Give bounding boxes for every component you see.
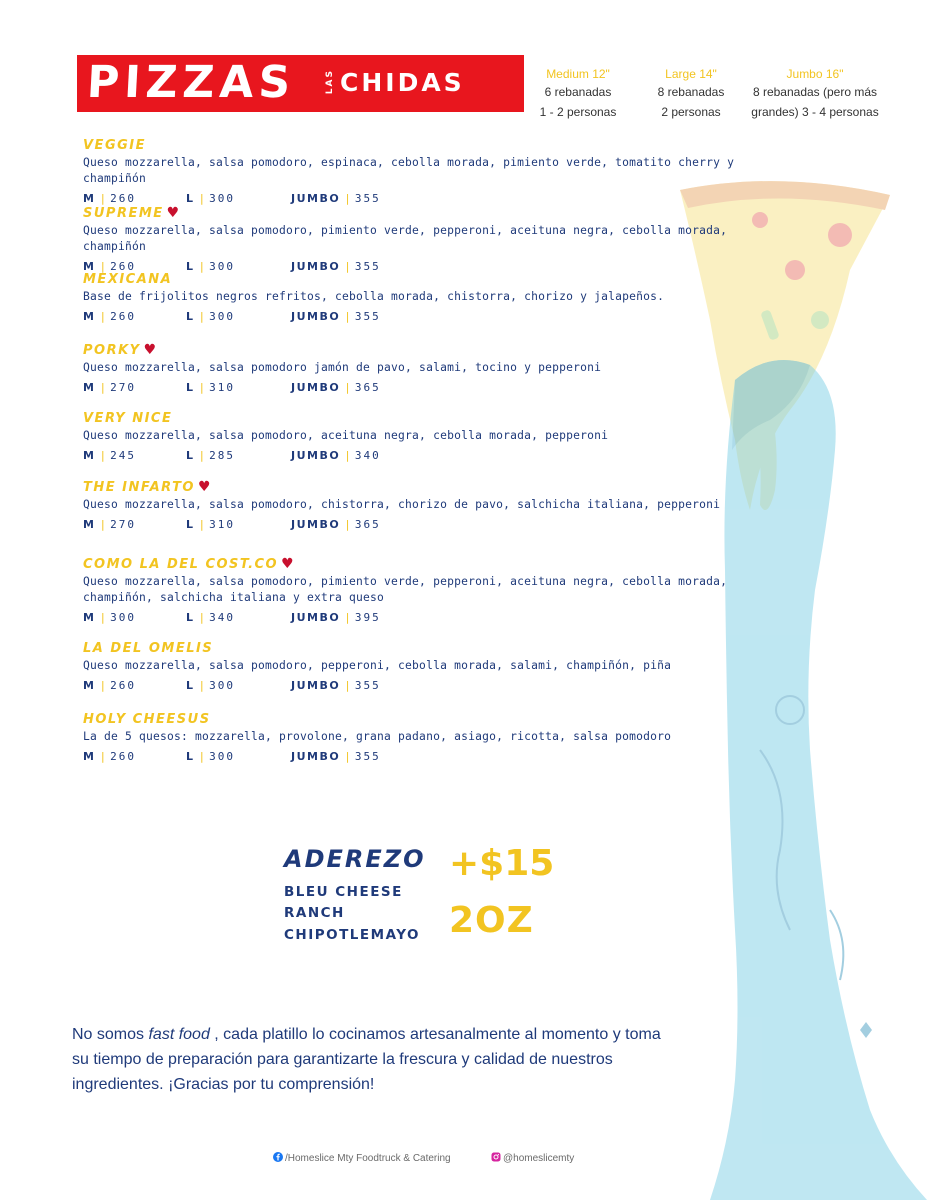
pizza-name <box>83 712 783 728</box>
instagram-link[interactable] <box>491 1151 574 1167</box>
pizza-name <box>83 641 783 657</box>
size-people: 1 - 2 personas <box>539 105 617 119</box>
price-size-label: L <box>186 679 195 692</box>
pizza-prices <box>83 678 783 694</box>
price-medium <box>83 610 136 626</box>
price-separator: | <box>198 310 206 323</box>
price-value: 355 <box>354 192 381 205</box>
price-value: 310 <box>209 381 236 394</box>
price-jumbo <box>291 678 381 694</box>
pizza-name-text: HOLY CHEESUS <box>83 712 211 727</box>
price-separator: | <box>99 192 107 205</box>
price-size-label: M <box>83 679 96 692</box>
heart-icon: ♥ <box>143 342 157 358</box>
price-size-label: L <box>186 449 195 462</box>
price-medium <box>83 309 136 325</box>
price-value: 365 <box>354 518 381 531</box>
pizza-item <box>83 556 783 626</box>
pizza-prices <box>83 448 783 464</box>
aderezo-size: 2OZ <box>449 900 534 941</box>
size-name: Jumbo 16" <box>786 67 844 81</box>
sauce-bleu-cheese: BLEU CHEESE <box>284 884 403 900</box>
price-size-label: M <box>83 381 96 394</box>
size-name: Medium 12" <box>546 67 610 81</box>
price-size-label: L <box>186 518 195 531</box>
pizza-prices <box>83 749 783 765</box>
heart-icon: ♥ <box>197 479 211 495</box>
price-size-label: JUMBO <box>291 192 341 205</box>
pizza-name <box>83 479 783 496</box>
price-jumbo <box>291 448 381 464</box>
size-people: 2 personas <box>661 105 721 119</box>
banner-vertical-label: LAS <box>325 69 335 95</box>
pizza-item <box>83 342 783 396</box>
price-size-label: JUMBO <box>291 611 341 624</box>
price-value: 340 <box>354 449 381 462</box>
price-large <box>186 678 235 694</box>
price-large <box>186 517 235 533</box>
heart-icon: ♥ <box>281 556 294 572</box>
price-separator: | <box>198 679 206 692</box>
price-size-label: M <box>83 750 96 763</box>
size-slices: 8 rebanadas <box>657 85 725 99</box>
price-medium <box>83 678 136 694</box>
pizza-name-text: MEXICANA <box>83 272 173 287</box>
price-size-label: M <box>83 611 96 624</box>
price-large <box>186 448 235 464</box>
size-jumbo <box>742 66 888 122</box>
social-links <box>0 1151 927 1167</box>
price-size-label: L <box>186 750 195 763</box>
pizza-name-text: PORKY <box>83 343 141 358</box>
price-size-label: JUMBO <box>291 381 341 394</box>
pizza-description: Queso mozzarella, salsa pomodoro, espinaca, cebolla morada, pimiento verde, tomatito cherry y champiñón <box>83 156 735 185</box>
price-value: 270 <box>110 381 136 394</box>
sauce-ranch: RANCH <box>284 905 345 921</box>
price-separator: | <box>344 518 351 531</box>
price-value: 300 <box>110 611 136 624</box>
aderezo-block <box>284 840 564 950</box>
price-separator: | <box>344 750 351 763</box>
price-jumbo <box>291 517 381 533</box>
pizza-prices <box>83 380 783 396</box>
price-value: 270 <box>110 518 136 531</box>
price-size-label: M <box>83 260 96 273</box>
heart-icon: ♥ <box>166 205 180 221</box>
note-emphasis: fast food <box>148 1026 210 1043</box>
pizza-description: champiñón, salchicha italiana y extra queso <box>83 591 385 604</box>
pizza-item <box>83 411 783 464</box>
price-jumbo <box>291 309 381 325</box>
pizza-item <box>83 479 783 533</box>
price-separator: | <box>344 260 351 273</box>
pizza-item <box>83 641 783 694</box>
price-medium <box>83 749 136 765</box>
price-value: 355 <box>354 260 381 273</box>
pizza-description: Queso mozzarella, salsa pomodoro, chistorra, chorizo de pavo, salchicha italiana, pepperoni <box>83 498 721 511</box>
price-size-label: M <box>83 518 96 531</box>
price-separator: | <box>99 310 107 323</box>
price-value: 300 <box>209 192 236 205</box>
price-value: 355 <box>354 310 381 323</box>
price-separator: | <box>99 381 107 394</box>
facebook-handle: /Homeslice Mty Foodtruck & Catering <box>285 1153 451 1164</box>
pizza-prices <box>83 517 783 533</box>
pizza-name <box>83 411 783 427</box>
price-separator: | <box>99 750 107 763</box>
price-medium <box>83 448 136 464</box>
price-separator: | <box>99 449 107 462</box>
sauce-chipotlemayo: CHIPOTLEMAYO <box>284 927 420 943</box>
pizza-name-text: SUPREME <box>83 206 164 221</box>
header-banner <box>77 55 524 112</box>
price-medium <box>83 380 136 396</box>
price-jumbo <box>291 749 381 765</box>
price-separator: | <box>99 518 107 531</box>
pizza-item <box>83 205 783 275</box>
price-size-label: JUMBO <box>291 750 341 763</box>
price-separator: | <box>344 192 351 205</box>
price-separator: | <box>99 611 107 624</box>
pizza-name <box>83 205 783 222</box>
footer-note <box>72 1022 662 1097</box>
price-size-label: L <box>186 310 195 323</box>
price-size-label: JUMBO <box>291 518 341 531</box>
price-separator: | <box>344 449 351 462</box>
pizza-name-text: LA DEL OMELIS <box>83 641 214 656</box>
banner-subtitle: CHIDAS <box>340 68 465 97</box>
note-text-end: , cada platillo lo cocinamos artesanalmente al momento y toma su tiempo de preparación para garantizarte la frescura y calidad de nuestros ingredientes. ¡Gracias por tu comprensión! <box>72 1026 661 1093</box>
price-large <box>186 749 235 765</box>
price-value: 300 <box>209 679 236 692</box>
price-size-label: JUMBO <box>291 449 341 462</box>
price-large <box>186 610 235 626</box>
price-separator: | <box>198 611 206 624</box>
pizza-description: Queso mozzarella, salsa pomodoro, pimiento verde, pepperoni, aceituna negra, cebolla morada, champiñón <box>83 224 728 253</box>
price-separator: | <box>99 260 107 273</box>
price-separator: | <box>344 611 351 624</box>
size-large <box>643 66 739 122</box>
price-value: 260 <box>110 679 136 692</box>
price-size-label: L <box>186 192 195 205</box>
price-size-label: M <box>83 310 96 323</box>
pizza-name <box>83 272 783 288</box>
banner-title: PIZZAS <box>85 57 297 108</box>
size-name: Large 14" <box>665 67 717 81</box>
pizza-description: Base de frijolitos negros refritos, cebolla morada, chistorra, chorizo y jalapeños. <box>83 290 665 303</box>
pizza-prices <box>83 610 783 626</box>
price-separator: | <box>99 679 107 692</box>
price-value: 260 <box>110 260 136 273</box>
instagram-handle: @homeslicemty <box>503 1153 575 1164</box>
pizza-name <box>83 138 783 154</box>
price-value: 355 <box>354 679 381 692</box>
pizza-description: Queso mozzarella, salsa pomodoro, aceituna negra, cebolla morada, pepperoni <box>83 429 609 442</box>
price-value: 310 <box>209 518 236 531</box>
price-value: 260 <box>110 192 136 205</box>
price-value: 285 <box>209 449 236 462</box>
pizza-name-text: VEGGIE <box>83 138 146 153</box>
price-separator: | <box>344 310 351 323</box>
price-size-label: M <box>83 192 96 205</box>
price-separator: | <box>198 750 206 763</box>
price-value: 355 <box>354 750 381 763</box>
price-value: 300 <box>209 310 236 323</box>
price-medium <box>83 517 136 533</box>
price-separator: | <box>344 679 351 692</box>
size-slices: 8 rebanadas (pero más <box>752 85 878 99</box>
pizza-description: Queso mozzarella, salsa pomodoro jamón de pavo, salami, tocino y pepperoni <box>83 361 602 374</box>
facebook-link[interactable] <box>273 1151 451 1167</box>
pizza-description: Queso mozzarella, salsa pomodoro, pepperoni, cebolla morada, salami, champiñón, piña <box>83 659 672 672</box>
note-text-start: No somos <box>72 1026 149 1043</box>
price-separator: | <box>198 381 206 394</box>
pizza-name <box>83 556 783 573</box>
instagram-icon <box>491 1152 501 1162</box>
price-size-label: L <box>186 260 195 273</box>
price-size-label: JUMBO <box>291 679 341 692</box>
size-medium <box>530 66 626 122</box>
pizza-description: Queso mozzarella, salsa pomodoro, pimiento verde, pepperoni, aceituna negra, cebolla morada, <box>83 575 728 588</box>
price-value: 300 <box>209 260 236 273</box>
price-jumbo <box>291 610 381 626</box>
price-value: 395 <box>354 611 381 624</box>
pizza-item <box>83 272 783 325</box>
price-separator: | <box>198 518 206 531</box>
price-value: 260 <box>110 750 136 763</box>
price-large <box>186 309 235 325</box>
pizza-name <box>83 342 783 359</box>
price-separator: | <box>198 192 206 205</box>
size-slices: 6 rebanadas <box>544 85 612 99</box>
price-separator: | <box>344 381 351 394</box>
price-value: 260 <box>110 310 136 323</box>
pizza-name-text: COMO LA DEL COST.CO <box>83 557 279 572</box>
aderezo-title: ADEREZO <box>284 845 426 873</box>
aderezo-price: +$15 <box>449 843 555 884</box>
price-value: 340 <box>209 611 236 624</box>
price-value: 365 <box>354 381 381 394</box>
pizza-name-text: VERY NICE <box>83 411 173 426</box>
price-size-label: L <box>186 381 195 394</box>
pizza-prices <box>83 309 783 325</box>
price-value: 245 <box>110 449 136 462</box>
pizza-item <box>83 138 783 207</box>
price-separator: | <box>198 260 206 273</box>
facebook-icon <box>273 1152 283 1162</box>
price-separator: | <box>198 449 206 462</box>
pizza-item <box>83 712 783 765</box>
pizza-description: La de 5 quesos: mozzarella, provolone, grana padano, asiago, ricotta, salsa pomodoro <box>83 730 672 743</box>
pizza-name-text: THE INFARTO <box>83 480 195 495</box>
price-size-label: JUMBO <box>291 260 341 273</box>
price-size-label: JUMBO <box>291 310 341 323</box>
size-people: grandes) 3 - 4 personas <box>751 105 879 119</box>
price-value: 300 <box>209 750 236 763</box>
price-size-label: L <box>186 611 195 624</box>
price-size-label: M <box>83 449 96 462</box>
price-jumbo <box>291 380 381 396</box>
price-large <box>186 380 235 396</box>
